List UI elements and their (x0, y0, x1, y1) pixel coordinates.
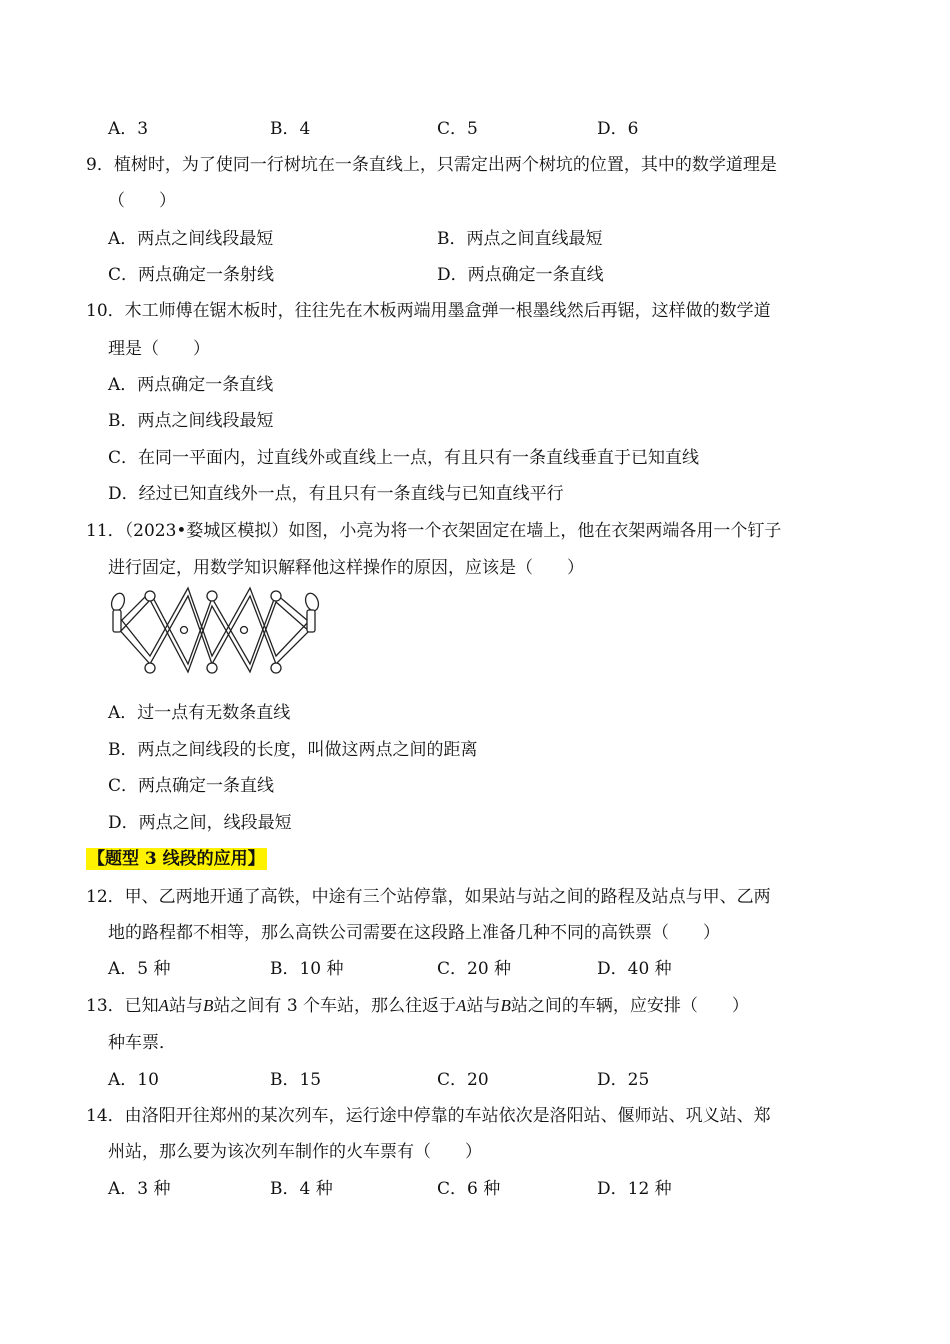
q14-option-a: A．3 种 (108, 1179, 171, 1199)
q14-stem-line1: 14．由洛阳开往郑州的某次列车，运行途中停靠的车站依次是洛阳站、偃师站、巩义站、郑 (86, 1106, 771, 1126)
q12-option-c: C．20 种 (437, 959, 512, 979)
q8-option-d: D．6 (597, 119, 639, 139)
q14-option-d: D．12 种 (597, 1179, 672, 1199)
section-header: 【题型 3 线段的应用】 (88, 849, 265, 869)
q10-option-a: A．两点确定一条直线 (108, 375, 274, 395)
q9-stem-line2: （ ） (108, 191, 176, 211)
q11-option-a: A．过一点有无数条直线 (108, 703, 291, 723)
q11-stem-line2: 进行固定，用数学知识解释他这样操作的原因，应该是（ ） (108, 558, 584, 578)
q11-option-c: C．两点确定一条直线 (108, 776, 275, 796)
q12-option-a: A．5 种 (108, 959, 171, 979)
q8-option-c: C．5 (437, 119, 478, 139)
q10-stem-line2: 理是（ ） (108, 339, 210, 359)
q9-option-d: D．两点确定一条直线 (437, 265, 604, 285)
q14-option-b: B．4 种 (270, 1179, 333, 1199)
q14-stem-line2: 州站，那么要为该次列车制作的火车票有（ ） (108, 1142, 482, 1162)
q13-option-b: B．15 (270, 1070, 322, 1090)
q13-option-c: C．20 (437, 1070, 489, 1090)
q9-stem-line1: 9．植树时，为了使同一行树坑在一条直线上，只需定出两个树坑的位置，其中的数学道理是 (86, 155, 777, 175)
q8-option-b: B．4 (270, 119, 311, 139)
q10-option-d: D．经过已知直线外一点，有且只有一条直线与已知直线平行 (108, 484, 564, 504)
q12-stem-line2: 地的路程都不相等，那么高铁公司需要在这段路上准备几种不同的高铁票（ ） (108, 923, 720, 943)
q8-option-a: A．3 (108, 119, 149, 139)
q9-option-c: C．两点确定一条射线 (108, 265, 275, 285)
q13-option-a: A．10 (108, 1070, 159, 1090)
q10-option-b: B．两点之间线段最短 (108, 411, 274, 431)
q11-stem-line1: 11．（2023•婺城区模拟）如图，小亮为将一个衣架固定在墙上，他在衣架两端各用一个钉子 (86, 521, 782, 541)
q11-option-b: B．两点之间线段的长度，叫做这两点之间的距离 (108, 740, 478, 760)
q11-option-d: D．两点之间，线段最短 (108, 813, 292, 833)
q10-stem-line1: 10．木工师傅在锯木板时，往往先在木板两端用墨盒弹一根墨线然后再锯，这样做的数学道 (86, 301, 771, 321)
coat-rack-figure (104, 584, 326, 680)
q10-option-c: C．在同一平面内，过直线外或直线上一点，有且只有一条直线垂直于已知直线 (108, 448, 700, 468)
q13-stem-line2: 种车票． (108, 1033, 176, 1053)
q13-option-d: D．25 (597, 1070, 650, 1090)
q9-option-b: B．两点之间直线最短 (437, 229, 603, 249)
q9-option-a: A．两点之间线段最短 (108, 229, 274, 249)
q12-stem-line1: 12．甲、乙两地开通了高铁，中途有三个站停靠，如果站与站之间的路程及站点与甲、乙两 (86, 887, 771, 907)
q12-option-d: D．40 种 (597, 959, 672, 979)
q14-option-c: C．6 种 (437, 1179, 501, 1199)
q12-option-b: B．10 种 (270, 959, 344, 979)
q13-stem-line1: 13．已知A站与B站之间有 3 个车站，那么往返于A站与B站之间的车辆，应安排（ ） (86, 996, 749, 1016)
